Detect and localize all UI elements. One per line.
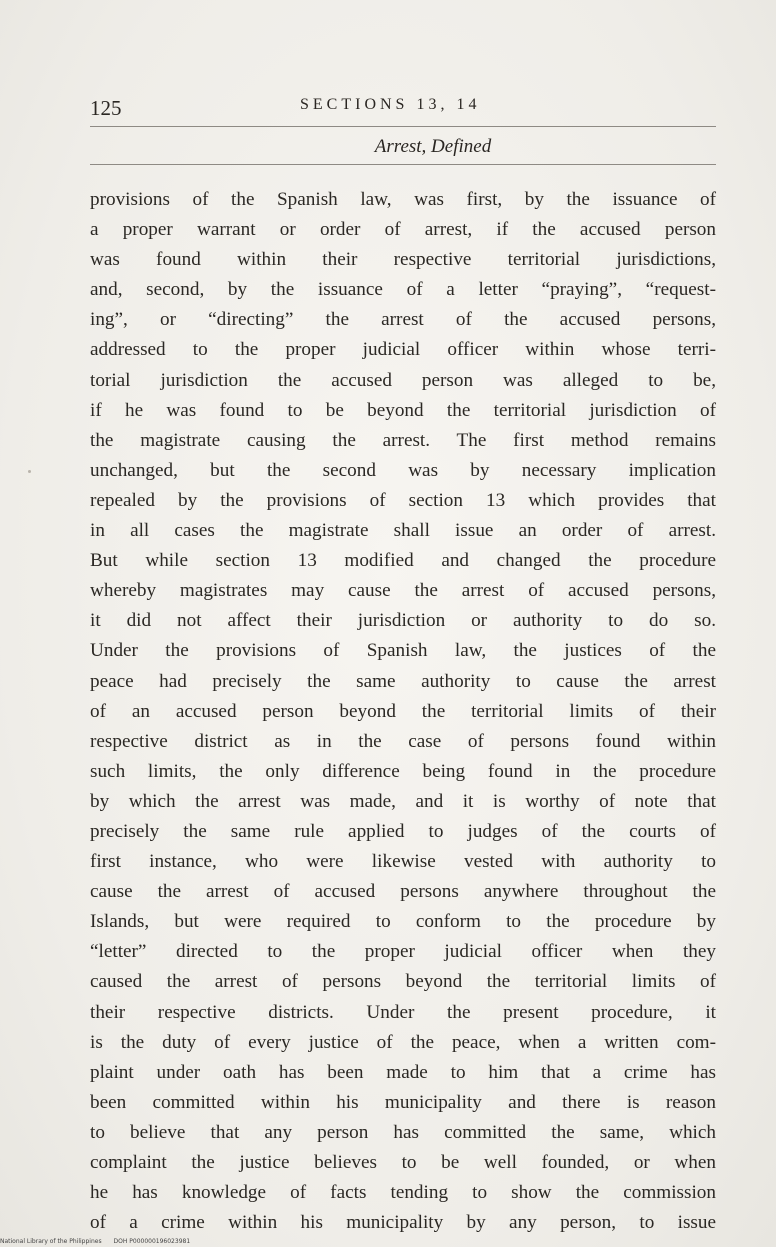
page-number: 125 (90, 96, 122, 120)
text-line: to believe that any person has committed the same, which (90, 1121, 716, 1143)
text-line: respective district as in the case of persons found within (90, 730, 716, 752)
text-line: provisions of the Spanish law, was first, by the issuance of (90, 189, 716, 210)
text-line: their respective districts. Under the present procedure, it (90, 1001, 716, 1023)
text-line: of a crime within his municipality by any person, to issue (90, 1212, 716, 1234)
text-line: complaint the justice believes to be well founded, or when (90, 1152, 716, 1173)
text-line: been committed within his municipality and there is reason (90, 1091, 716, 1113)
text-line: addressed to the proper judicial officer within whose terri- (90, 339, 716, 361)
text-line: in all cases the magistrate shall issue an order of arrest. (90, 520, 716, 542)
text-line: cause the arrest of accused persons anywhere throughout the (90, 881, 716, 903)
text-line: Islands, but were required to conform to the procedure by (90, 911, 716, 933)
text-line: first instance, who were likewise vested with authority to (90, 851, 716, 873)
text-line: was found within their respective territorial jurisdictions, (90, 249, 716, 271)
body-text (90, 185, 716, 1238)
text-line: such limits, the only difference being found in the procedure (90, 760, 716, 782)
header-rule-bottom (90, 164, 716, 165)
text-line: plaint under oath has been made to him that a crime has (90, 1061, 716, 1083)
text-line: caused the arrest of persons beyond the territorial limits of (90, 971, 716, 993)
text-line: repealed by the provisions of section 13 which provides that (90, 489, 716, 511)
text-line: he has knowledge of facts tending to show the commission (90, 1182, 716, 1204)
text-line: ing”, or “directing” the arrest of the accused persons, (90, 309, 716, 331)
footer-library: National Library of the Philippines (0, 1238, 102, 1245)
paper-speck (28, 470, 31, 473)
text-line: But while section 13 modified and changed the procedure (90, 550, 716, 572)
text-line: it did not affect their jurisdiction or authority to do so. (90, 610, 716, 632)
header-rule-top (90, 126, 716, 127)
text-line: “letter” directed to the proper judicial officer when they (90, 941, 716, 963)
scan-footer (0, 1238, 200, 1245)
footer-identifier: DOH P000000196023981 (113, 1238, 191, 1245)
text-line: a proper warrant or order of arrest, if the accused person (90, 219, 716, 241)
text-line: unchanged, but the second was by necessary implication (90, 459, 716, 481)
text-line: Under the provisions of Spanish law, the justices of the (90, 640, 716, 662)
text-line: if he was found to be beyond the territorial jurisdiction of (90, 399, 716, 421)
text-line: whereby magistrates may cause the arrest of accused persons, (90, 580, 716, 602)
text-line: peace had precisely the same authority to cause the arrest (90, 670, 716, 692)
page-header (90, 92, 716, 172)
running-head: SECTIONS 13, 14 (300, 96, 481, 113)
text-line: is the duty of every justice of the peace, when a written com- (90, 1031, 716, 1053)
section-subhead: Arrest, Defined (374, 136, 492, 157)
text-line: and, second, by the issuance of a letter “praying”, “request- (90, 279, 716, 301)
text-line: precisely the same rule applied to judges of the courts of (90, 820, 716, 842)
text-line: the magistrate causing the arrest. The first method remains (90, 429, 716, 451)
text-line: by which the arrest was made, and it is worthy of note that (90, 790, 716, 812)
text-line: of an accused person beyond the territorial limits of their (90, 700, 716, 722)
text-line: torial jurisdiction the accused person was alleged to be, (90, 369, 716, 391)
